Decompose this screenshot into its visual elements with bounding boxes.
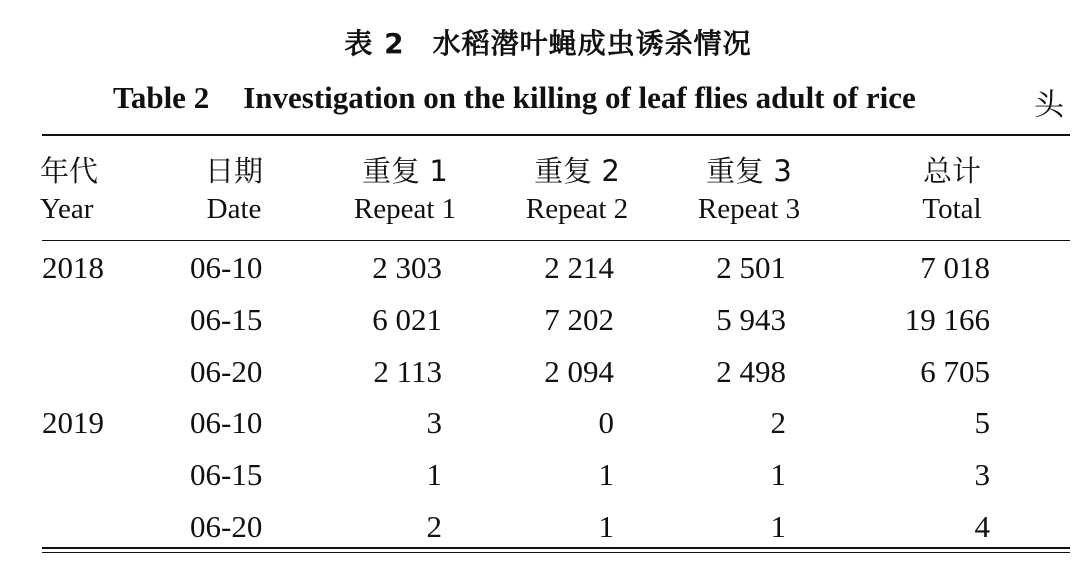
cell-year: 2018 [42, 250, 104, 285]
table-bottom-rule-thin [42, 552, 1070, 553]
table-title-en-text: Investigation on the killing of leaf flies adult of rice [243, 80, 916, 115]
header-repeat-2-cn: 重复 2 [534, 154, 620, 188]
cell-repeat-3: 2 501 [716, 250, 786, 285]
cell-repeat-2: 2 214 [544, 250, 614, 285]
header-repeat-2 [506, 152, 648, 228]
cell-total: 19 166 [904, 302, 990, 337]
cell-total: 6 705 [920, 354, 990, 389]
cell-date: 06-10 [190, 250, 263, 285]
cell-repeat-1: 3 [426, 405, 442, 440]
stray-character: 头 [1034, 88, 1064, 123]
cell-repeat-1: 2 303 [372, 250, 442, 285]
cell-date: 06-20 [190, 509, 263, 544]
cell-date: 06-10 [190, 405, 263, 440]
cell-total: 4 [974, 509, 990, 544]
header-total [900, 152, 1004, 228]
cell-year: 2019 [42, 405, 104, 440]
table-title-en-label: Table 2 [113, 80, 210, 115]
table-title-cn-text: 水稻潜叶蝇成虫诱杀情况 [432, 27, 752, 60]
header-repeat-1-cn: 重复 1 [362, 154, 448, 188]
cell-repeat-2: 0 [598, 405, 614, 440]
header-repeat-3 [678, 152, 820, 228]
cell-repeat-3: 2 498 [716, 354, 786, 389]
header-date [172, 152, 296, 228]
table-title-cn [0, 22, 1090, 62]
table-title-en [113, 80, 916, 116]
header-repeat-3-cn: 重复 3 [706, 154, 792, 188]
header-repeat-2-en: Repeat 2 [525, 193, 629, 225]
cell-repeat-3: 1 [770, 509, 786, 544]
header-total-cn: 总计 [922, 154, 981, 188]
header-repeat-3-en: Repeat 3 [697, 193, 801, 225]
cell-total: 7 018 [920, 250, 990, 285]
cell-repeat-1: 2 113 [373, 354, 442, 389]
cell-date: 06-15 [190, 302, 263, 337]
cell-date: 06-20 [190, 354, 263, 389]
header-year-cn: 年代 [40, 154, 99, 188]
cell-repeat-3: 2 [770, 405, 786, 440]
table-bottom-rule [42, 547, 1070, 549]
table-header-rule [42, 240, 1070, 241]
header-total-en: Total [922, 193, 982, 225]
cell-repeat-2: 1 [598, 509, 614, 544]
header-date-cn: 日期 [204, 154, 263, 188]
cell-repeat-3: 5 943 [716, 302, 786, 337]
cell-total: 5 [974, 405, 990, 440]
header-year [40, 152, 98, 228]
cell-repeat-1: 6 021 [372, 302, 442, 337]
cell-repeat-2: 7 202 [544, 302, 614, 337]
cell-date: 06-15 [190, 457, 263, 492]
cell-repeat-1: 2 [426, 509, 442, 544]
header-year-en: Year [40, 193, 94, 225]
cell-repeat-2: 1 [598, 457, 614, 492]
header-date-en: Date [206, 193, 262, 225]
cell-total: 3 [974, 457, 990, 492]
cell-repeat-2: 2 094 [544, 354, 614, 389]
cell-repeat-1: 1 [426, 457, 442, 492]
table-title-cn-label: 表 2 [344, 27, 405, 60]
header-repeat-1-en: Repeat 1 [353, 193, 457, 225]
header-repeat-1 [334, 152, 476, 228]
cell-repeat-3: 1 [770, 457, 786, 492]
table-top-rule [42, 134, 1070, 136]
